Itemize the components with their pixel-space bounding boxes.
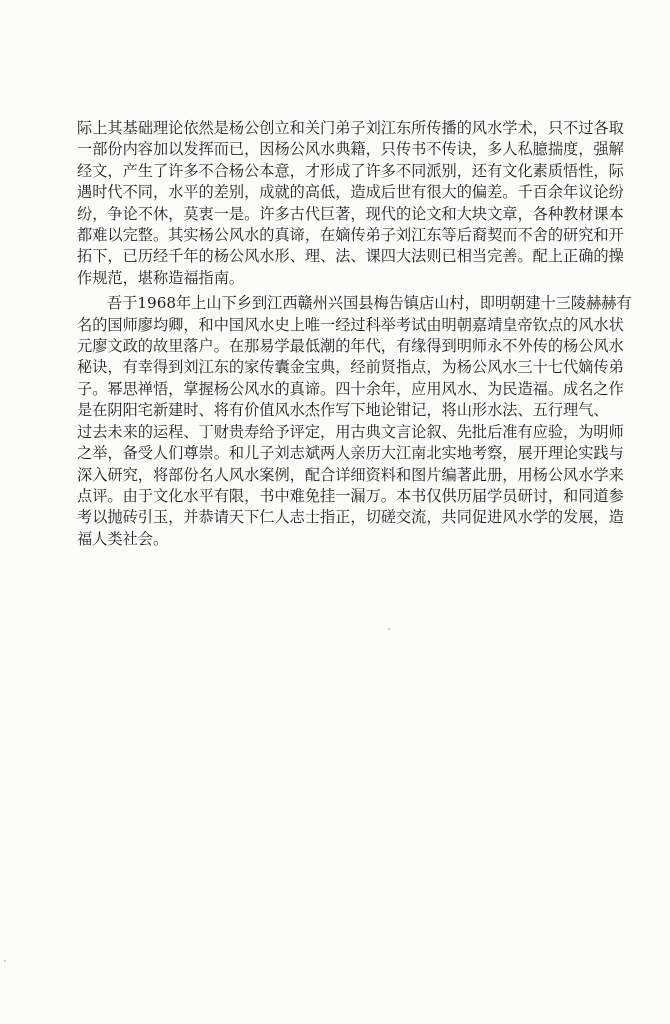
text-line: 过去未来的运程、丁财贵寿给予评定，用古典文言论叙、先批后准有应验，为明师	[77, 422, 624, 441]
text-line: 拓下，已历经千年的杨公风水形、理、法、课四大法则已相当完善。配上正确的操	[77, 247, 624, 266]
scan-speck	[388, 628, 390, 630]
paragraph-2	[77, 293, 632, 550]
text-line: 作规范，堪称造福指南。	[77, 268, 245, 287]
text-line: 秘诀，有幸得到刘江东的家传囊金宝典，经前贤指点，为杨公风水三十七代嫡传弟	[77, 358, 624, 377]
text-line: 经文，产生了许多不合杨公本意，才形成了许多不同派别，还有文化素质悟性，际	[77, 161, 624, 180]
text-line: 纷，争论不休，莫衷一是。许多古代巨著，现代的论文和大块文章，各种教材课本	[77, 204, 624, 223]
text-line: 是在阴阳宅新建时、将有价值风水杰作写下地论钳记，将山形水法、五行理气、	[77, 401, 609, 420]
text-line: 之举，备受人们尊崇。和儿子刘志斌两人亲历大江南北实地考察，展开理论实践与	[77, 444, 624, 463]
text-line: 考以抛砖引玉，并恭请天下仁人志士指正，切磋交流，共同促进风水学的发展，造	[77, 508, 624, 527]
text-line: 遇时代不同，水平的差别，成就的高低，造成后世有很大的偏差。千百余年议论纷	[77, 183, 624, 202]
text-line: 名的国师廖均卿，和中国风水史上唯一经过科举考试由明朝嘉靖皇帝钦点的风水状	[77, 315, 624, 334]
text-line: 吾于1968年上山下乡到江西赣州兴国县梅告镇店山村，即明朝建十三陵赫赫有	[107, 294, 632, 313]
text-line: 子。幂思禅悟，掌握杨公风水的真谛。四十余年，应用风水、为民造福。成名之作	[77, 379, 624, 398]
text-line: 福人类社会。	[77, 529, 169, 548]
paragraph-1	[77, 118, 624, 289]
body-text	[77, 118, 632, 550]
text-line: 元廖文政的故里落户。在那易学最低潮的年代，有缘得到明师永不外传的杨公风水	[77, 337, 624, 356]
text-line: 深入研究，将部份名人风水案例，配合详细资料和图片编著此册，用杨公风水学来	[77, 465, 624, 484]
text-line: 一部份内容加以发挥而已，因杨公风水典籍，只传书不传诀，多人私臆揣度，强解	[77, 140, 624, 159]
scan-speck	[4, 960, 6, 962]
text-line: 都难以完整。其实杨公风水的真谛，在嫡传弟子刘江东等后裔契而不舍的研究和开	[77, 226, 624, 245]
text-line: 际上其基础理论依然是杨公创立和关门弟子刘江东所传播的风水学术，只不过各取	[77, 119, 624, 137]
text-line: 点评。由于文化水平有限，书中难免挂一漏万。本书仅供历届学员研讨，和同道参	[77, 486, 624, 505]
